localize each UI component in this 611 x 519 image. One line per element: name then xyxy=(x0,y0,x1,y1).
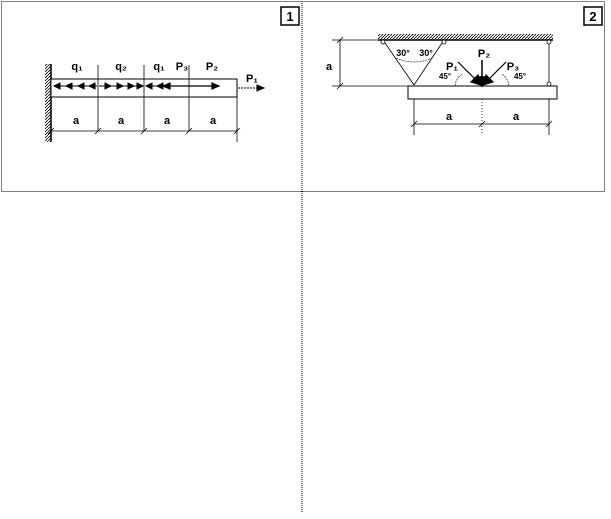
angle-label-p3: 45° xyxy=(513,72,527,81)
dim-a-5: a xyxy=(445,111,453,123)
dim-a-2: a xyxy=(117,115,125,127)
dimension-height-a xyxy=(332,37,408,89)
angle-label-left: 30° xyxy=(396,48,410,58)
force-p3-arrow-panel-2 xyxy=(483,62,506,85)
angle-label-p1: 45° xyxy=(438,72,452,81)
dimension-line-panel-2 xyxy=(411,99,552,135)
label-q1-left: q₁ xyxy=(71,61,83,73)
label-q1-right: q₁ xyxy=(153,61,165,73)
dim-a-3: a xyxy=(163,115,171,127)
ceiling-support xyxy=(378,34,553,40)
dim-a-1: a xyxy=(72,115,80,127)
label-p3-panel-2: P₃ xyxy=(506,61,520,73)
panel-number-2-text: 2 xyxy=(589,9,597,24)
fixed-wall-support xyxy=(45,64,51,142)
label-q2: q₂ xyxy=(115,61,127,73)
label-p1-panel-2: P₁ xyxy=(446,61,458,73)
label-p2: P₂ xyxy=(205,61,219,73)
panel-number-1-text: 1 xyxy=(286,9,294,24)
force-p1-arrow-panel-2 xyxy=(458,62,481,85)
dim-a-4: a xyxy=(209,115,217,127)
label-p2-panel-2: P₂ xyxy=(477,48,491,60)
panel-number-2 xyxy=(584,7,602,25)
panel-2-diagram xyxy=(326,34,557,135)
angle-label-right: 30° xyxy=(419,48,433,58)
label-p1: P₁ xyxy=(246,73,258,85)
panel-number-1 xyxy=(281,7,299,25)
beam-member xyxy=(408,86,557,99)
panel-1-diagram xyxy=(45,61,264,142)
dim-a-6: a xyxy=(512,111,520,123)
label-p3: P₃ xyxy=(175,61,189,73)
force-p1-arrow xyxy=(238,85,264,91)
label-height-a: a xyxy=(325,61,333,73)
